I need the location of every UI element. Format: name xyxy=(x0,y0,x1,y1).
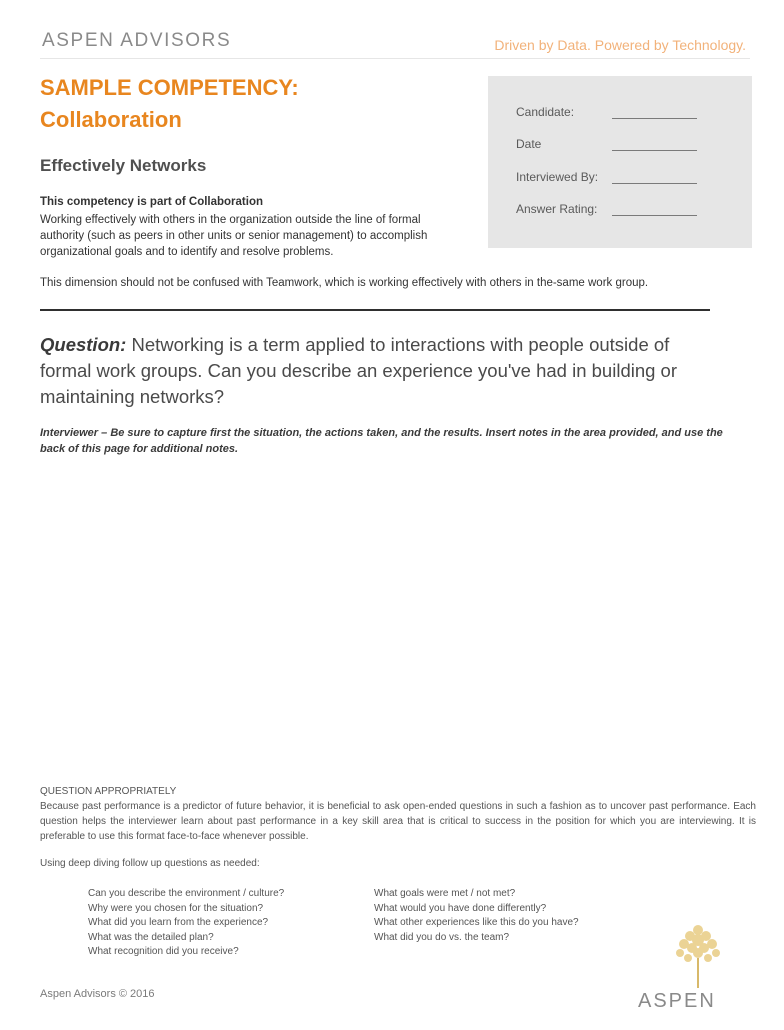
list-item: What would you have done differently? xyxy=(374,902,547,914)
list-item: What goals were met / not met? xyxy=(374,888,516,899)
candidate-info-box xyxy=(488,76,752,248)
answer-rating-field[interactable] xyxy=(612,215,697,216)
question-text: Networking is a term applied to interactions with people outside of formal work groups. Can you describe an experience you've had in building or maintaining networks? xyxy=(40,334,678,407)
header-rule xyxy=(40,58,750,59)
follow-up-questions-right xyxy=(374,887,579,945)
candidate-label: Candidate: xyxy=(516,105,575,119)
interviewer-note: Interviewer – Be sure to capture first the situation, the actions taken, and the results. Insert notes in the area provided, and use the back of this page for additional notes. xyxy=(40,427,723,455)
aspen-tree-icon xyxy=(668,920,728,990)
date-field[interactable] xyxy=(612,150,697,151)
list-item: What recognition did you receive? xyxy=(88,946,239,958)
follow-up-questions-left xyxy=(88,887,284,960)
date-label: Date xyxy=(516,137,542,151)
notes-area[interactable] xyxy=(40,470,750,770)
brand-logo: ASPEN ADVISORS xyxy=(42,30,232,51)
list-item: What did you learn from the experience? xyxy=(88,917,269,929)
competency-title: SAMPLE COMPETENCY: xyxy=(40,75,299,100)
list-item: What did you do vs. the team? xyxy=(374,931,510,943)
competency-name: Collaboration xyxy=(40,107,182,132)
tagline: Driven by Data. Powered by Technology. xyxy=(494,37,746,53)
copyright-footer: Aspen Advisors © 2016 xyxy=(40,988,155,1000)
answer-rating-label: Answer Rating: xyxy=(516,202,598,216)
teamwork-note: This dimension should not be confused with Teamwork, which is working effectively with others in the-same work group. xyxy=(40,277,649,289)
question-appropriately-heading: QUESTION APPROPRIATELY xyxy=(40,786,177,797)
list-item: Can you describe the environment / culture? xyxy=(88,888,285,899)
section-divider xyxy=(40,309,710,311)
question-label: Question: xyxy=(40,334,127,355)
list-item: Why were you chosen for the situation? xyxy=(88,902,264,914)
aspen-footer-logo: ASPEN xyxy=(638,990,716,1012)
competency-subtitle: Effectively Networks xyxy=(40,156,207,175)
list-item: What other experiences like this do you have? xyxy=(374,917,579,929)
interviewed-by-label: Interviewed By: xyxy=(516,170,599,184)
candidate-field[interactable] xyxy=(612,118,697,119)
interview-question xyxy=(40,332,720,410)
question-appropriately-paragraph: Because past performance is a predictor of future behavior, it is beneficial to ask open-ended questions in such a fashion as to uncover past performance. Each question helps the interviewer learn about past performance in a key skill area that is critical to success in the position for which you are interviewing. It is preferable to use this format face-to-face whenever possible. xyxy=(40,801,756,842)
competency-part-of: This competency is part of Collaboration xyxy=(40,196,264,208)
deep-diving-intro: Using deep diving follow up questions as needed: xyxy=(40,858,260,869)
interviewed-by-field[interactable] xyxy=(612,183,697,184)
competency-description: Working effectively with others in the organization outside the line of formal authority (such as peers in other units or senior management) to accomplish organizational goals and to identify and resolve problems. xyxy=(40,214,428,258)
list-item: What was the detailed plan? xyxy=(88,931,214,943)
